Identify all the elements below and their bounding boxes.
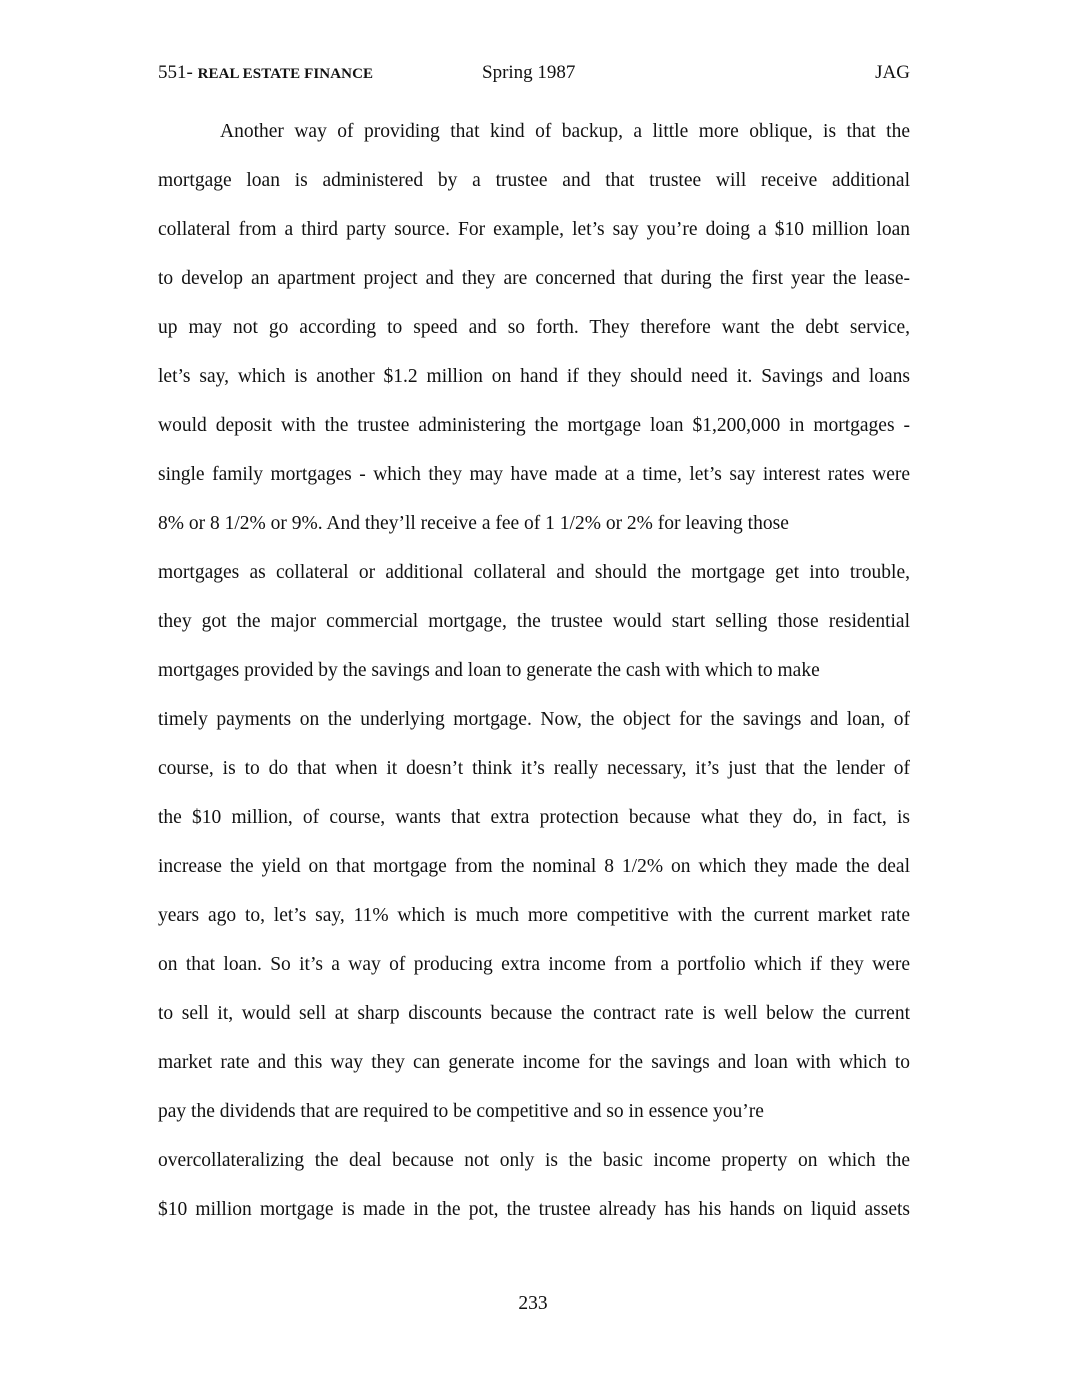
page-header <box>158 62 910 92</box>
course-number: 551- <box>158 62 193 83</box>
course-title: REAL ESTATE FINANCE <box>197 66 374 82</box>
text-line: course, is to do that when it doesn’t think it’s really necessary, it’s just that the lender of <box>158 758 910 779</box>
text-line: single family mortgages - which they may have made at a time, let’s say interest rates were <box>158 464 910 485</box>
text-line: Another way of providing that kind of backup, a little more oblique, is that the <box>220 121 910 142</box>
text-line: $10 million mortgage is made in the pot, the trustee already has his hands on liquid assets <box>158 1199 910 1220</box>
text-line: market rate and this way they can generate income for the savings and loan with which to <box>158 1052 910 1073</box>
text-line: to sell it, would sell at sharp discounts because the contract rate is well below the current <box>158 1003 910 1024</box>
text-line: increase the yield on that mortgage from the nominal 8 1/2% on which they made the deal <box>158 856 910 877</box>
text-line: 8% or 8 1/2% or 9%. And they’ll receive a fee of 1 1/2% or 2% for leaving those <box>158 513 789 534</box>
page-number: 233 <box>518 1293 548 1314</box>
text-line: timely payments on the underlying mortgage. Now, the object for the savings and loan, of <box>158 709 910 730</box>
text-line: on that loan. So it’s a way of producing extra income from a portfolio which if they were <box>158 954 910 975</box>
author-initials: JAG <box>875 62 910 83</box>
text-line: overcollateralizing the deal because not only is the basic income property on which the <box>158 1150 910 1171</box>
text-line: mortgages as collateral or additional collateral and should the mortgage get into trouble, <box>158 562 910 583</box>
text-line: mortgages provided by the savings and loan to generate the cash with which to make <box>158 660 820 681</box>
term-label: Spring 1987 <box>482 62 576 83</box>
text-line: the $10 million, of course, wants that extra protection because what they do, in fact, is <box>158 807 910 828</box>
text-line: to develop an apartment project and they are concerned that during the first year the lease- <box>158 268 910 289</box>
text-line: would deposit with the trustee administering the mortgage loan $1,200,000 in mortgages - <box>158 415 910 436</box>
text-line: years ago to, let’s say, 11% which is much more competitive with the current market rate <box>158 905 910 926</box>
text-line: collateral from a third party source. For example, let’s say you’re doing a $10 million loan <box>158 219 910 240</box>
text-line: pay the dividends that are required to be competitive and so in essence you’re <box>158 1101 764 1122</box>
text-line: they got the major commercial mortgage, the trustee would start selling those residential <box>158 611 910 632</box>
text-line: up may not go according to speed and so forth. They therefore want the debt service, <box>158 317 910 338</box>
text-line: let’s say, which is another $1.2 million on hand if they should need it. Savings and loans <box>158 366 910 387</box>
text-line: mortgage loan is administered by a trustee and that trustee will receive additional <box>158 170 910 191</box>
course-heading <box>158 62 373 84</box>
